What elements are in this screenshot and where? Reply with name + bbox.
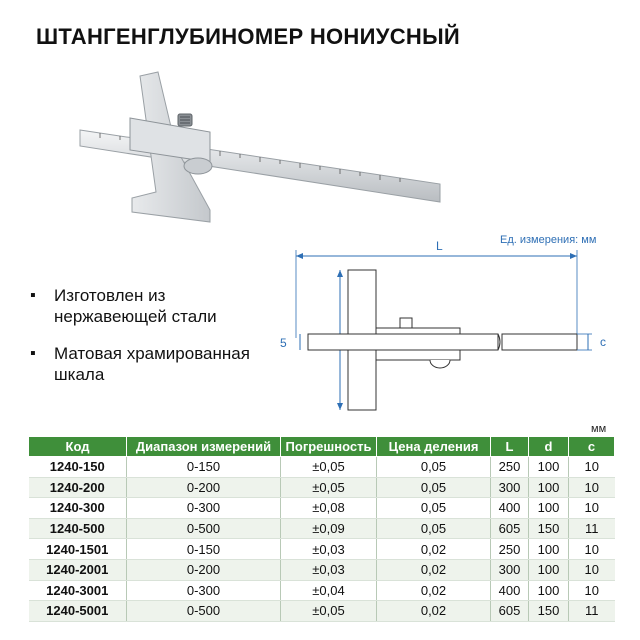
specification-table <box>28 436 615 622</box>
cell-accuracy: ±0,04 <box>281 580 377 601</box>
cell-code: 1240-1501 <box>29 539 127 560</box>
cell-d: 100 <box>529 457 569 478</box>
cell-d: 150 <box>529 518 569 539</box>
table-body <box>29 457 615 622</box>
cell-division: 0,05 <box>377 477 491 498</box>
cell-c: 10 <box>569 498 615 519</box>
cell-code: 1240-200 <box>29 477 127 498</box>
cell-d: 100 <box>529 498 569 519</box>
cell-d: 150 <box>529 601 569 622</box>
cell-division: 0,05 <box>377 498 491 519</box>
cell-range: 0-300 <box>127 580 281 601</box>
cell-L: 300 <box>491 559 529 580</box>
dimension-5-label: 5 <box>280 336 287 350</box>
cell-division: 0,02 <box>377 559 491 580</box>
cell-c: 10 <box>569 457 615 478</box>
cell-code: 1240-150 <box>29 457 127 478</box>
cell-range: 0-500 <box>127 518 281 539</box>
page-title: ШТАНГЕНГЛУБИНОМЕР НОНИУСНЫЙ <box>36 24 461 49</box>
cell-range: 0-300 <box>127 498 281 519</box>
header-accuracy: Погрешность <box>281 437 377 457</box>
cell-L: 400 <box>491 498 529 519</box>
dimension-L-label: L <box>436 239 443 253</box>
cell-code: 1240-3001 <box>29 580 127 601</box>
cell-range: 0-150 <box>127 457 281 478</box>
cell-code: 1240-5001 <box>29 601 127 622</box>
header-code: Код <box>29 437 127 457</box>
table-row <box>29 457 615 478</box>
cell-division: 0,02 <box>377 580 491 601</box>
cell-range: 0-150 <box>127 539 281 560</box>
cell-L: 605 <box>491 518 529 539</box>
cell-d: 100 <box>529 477 569 498</box>
cell-accuracy: ±0,03 <box>281 559 377 580</box>
cell-range: 0-200 <box>127 559 281 580</box>
cell-c: 10 <box>569 580 615 601</box>
cell-L: 400 <box>491 580 529 601</box>
technical-drawing <box>270 228 630 418</box>
table-units-label: мм <box>591 423 607 435</box>
table-row <box>29 601 615 622</box>
feature-item <box>30 343 280 385</box>
units-note: Ед. измерения: мм <box>500 234 597 246</box>
table-header-row <box>29 437 615 457</box>
header-c: c <box>569 437 615 457</box>
table-row <box>29 498 615 519</box>
cell-d: 100 <box>529 559 569 580</box>
cell-L: 250 <box>491 539 529 560</box>
table-row <box>29 559 615 580</box>
cell-L: 605 <box>491 601 529 622</box>
cell-accuracy: ±0,09 <box>281 518 377 539</box>
header-division: Цена деления <box>377 437 491 457</box>
cell-accuracy: ±0,05 <box>281 477 377 498</box>
cell-division: 0,05 <box>377 518 491 539</box>
cell-accuracy: ±0,08 <box>281 498 377 519</box>
table-row <box>29 518 615 539</box>
cell-accuracy: ±0,03 <box>281 539 377 560</box>
cell-code: 1240-2001 <box>29 559 127 580</box>
cell-division: 0,02 <box>377 539 491 560</box>
depth-gauge-photo <box>60 62 480 242</box>
table-row <box>29 477 615 498</box>
cell-accuracy: ±0,05 <box>281 457 377 478</box>
cell-L: 300 <box>491 477 529 498</box>
cell-c: 10 <box>569 539 615 560</box>
cell-d: 100 <box>529 580 569 601</box>
feature-list <box>30 285 280 401</box>
cell-range: 0-500 <box>127 601 281 622</box>
cell-c: 11 <box>569 518 615 539</box>
table-row <box>29 539 615 560</box>
feature-text: Изготовлен из нержавеющей стали <box>54 286 217 326</box>
bullet-icon: ▪ <box>30 345 36 362</box>
cell-c: 10 <box>569 559 615 580</box>
cell-division: 0,02 <box>377 601 491 622</box>
header-d: d <box>529 437 569 457</box>
cell-L: 250 <box>491 457 529 478</box>
header-range: Диапазон измерений <box>127 437 281 457</box>
cell-d: 100 <box>529 539 569 560</box>
table-row <box>29 580 615 601</box>
cell-division: 0,05 <box>377 457 491 478</box>
cell-c: 11 <box>569 601 615 622</box>
cell-accuracy: ±0,05 <box>281 601 377 622</box>
cell-code: 1240-500 <box>29 518 127 539</box>
cell-c: 10 <box>569 477 615 498</box>
cell-range: 0-200 <box>127 477 281 498</box>
bullet-icon: ▪ <box>30 287 36 304</box>
feature-item <box>30 285 280 327</box>
header-L: L <box>491 437 529 457</box>
feature-text: Матовая храмированная шкала <box>54 344 250 384</box>
cell-code: 1240-300 <box>29 498 127 519</box>
dimension-c-label: c <box>600 335 606 349</box>
